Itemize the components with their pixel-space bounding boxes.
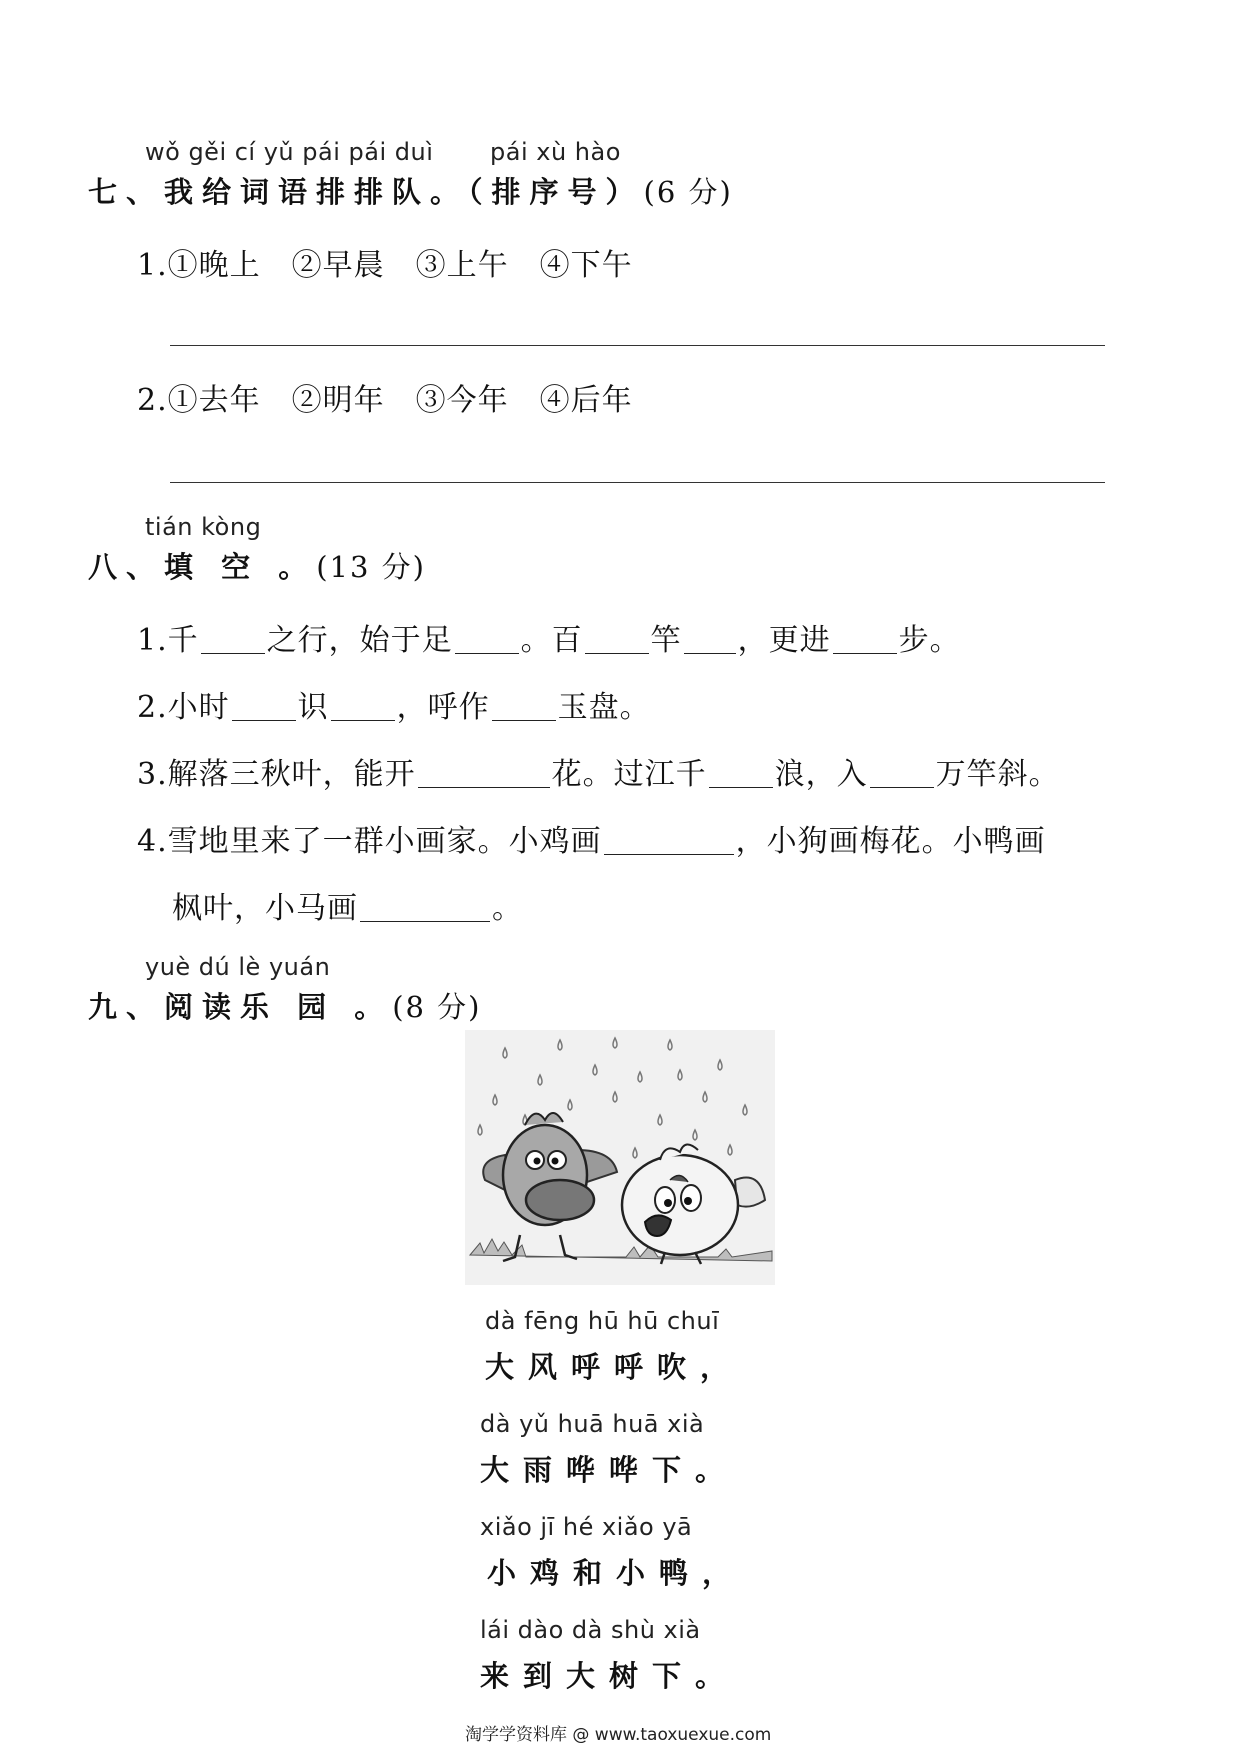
blank[interactable] <box>455 623 519 654</box>
fq1-text: 竿 <box>650 623 682 658</box>
blank[interactable] <box>201 623 265 654</box>
poem-line-3-pinyin: xiǎo jī hé xiǎo yā <box>480 1513 693 1541</box>
blank[interactable] <box>360 891 490 922</box>
section9-heading <box>88 985 482 1026</box>
fq4-text: 枫叶，小马画 <box>172 891 358 926</box>
blank[interactable] <box>709 757 773 788</box>
blank[interactable] <box>870 757 934 788</box>
q2-options: ①去年 ②明年 ③今年 ④后年 <box>167 383 633 418</box>
section7-score: (6 分) <box>643 175 733 209</box>
footer-watermark: 淘学学资料库 @ www.taoxuexue.com <box>465 1725 772 1745</box>
section8-title: 八、填 空 。 <box>88 550 317 584</box>
fq4-text: 雪地里来了一群小画家。小鸡画 <box>167 824 602 859</box>
blank[interactable] <box>418 757 550 788</box>
fq1-text: 步。 <box>898 623 961 658</box>
fq1-label: 1. <box>137 623 168 658</box>
poem-line-2-pinyin: dà yǔ huā huā xià <box>480 1410 705 1438</box>
blank[interactable] <box>585 623 649 654</box>
poem-line-3: 小鸡和小鸭， <box>487 1556 746 1590</box>
blank[interactable] <box>331 690 395 721</box>
section7-pinyin-b: pái xù hào <box>490 138 621 166</box>
blank[interactable] <box>604 824 734 855</box>
section7-question-2 <box>137 375 633 419</box>
blank[interactable] <box>833 623 897 654</box>
fq2-text: 玉盘。 <box>557 690 651 725</box>
duck-chick-rain-illustration <box>465 1030 775 1285</box>
q2-answer-line[interactable] <box>170 482 1105 483</box>
fq4-text: ，小狗画梅花。小鸭画 <box>735 824 1046 859</box>
fill-question-4-cont <box>172 883 523 927</box>
poem-line-4-pinyin: lái dào dà shù xià <box>480 1616 701 1644</box>
section9-pinyin: yuè dú lè yuán <box>145 953 331 981</box>
fq3-text: 万竿斜。 <box>935 757 1060 792</box>
q1-answer-line[interactable] <box>170 345 1105 346</box>
q2-label: 2. <box>137 383 168 418</box>
blank[interactable] <box>232 690 296 721</box>
fq1-text: 之行，始于足 <box>266 623 453 658</box>
fill-question-3 <box>137 749 1060 793</box>
section9-score: (8 分) <box>392 990 482 1024</box>
fill-question-1 <box>137 615 961 659</box>
poem-line-4: 来到大树下。 <box>480 1659 739 1693</box>
section7-heading <box>88 170 733 211</box>
fq1-text: 千 <box>167 623 199 658</box>
fq2-text: ，呼作 <box>396 690 490 725</box>
fq4-text: 。 <box>492 891 523 926</box>
section7-question-1 <box>137 240 633 284</box>
fq2-text: 识 <box>297 690 329 725</box>
fq3-text: 解落三秋叶，能开 <box>167 757 416 792</box>
section8-pinyin: tián kòng <box>145 513 262 541</box>
poem-line-1: 大风呼呼吹， <box>485 1350 744 1384</box>
blank[interactable] <box>492 690 556 721</box>
section8-heading <box>88 545 426 586</box>
blank[interactable] <box>684 623 736 654</box>
fq3-label: 3. <box>137 757 168 792</box>
section8-score: (13 分) <box>316 550 426 584</box>
section7-pinyin-a: wǒ gěi cí yǔ pái pái duì <box>145 138 434 166</box>
fq1-text: ，更进 <box>737 623 831 658</box>
fill-question-2 <box>137 682 651 726</box>
section9-title: 九、阅读乐 园 。 <box>88 990 393 1024</box>
fq1-text: 。百 <box>520 623 583 658</box>
q1-label: 1. <box>137 248 168 283</box>
poem-line-1-pinyin: dà fēng hū hū chuī <box>485 1307 720 1335</box>
fq2-text: 小时 <box>167 690 230 725</box>
section7-title: 七、我给词语排排队。（排序号） <box>88 175 644 209</box>
poem-line-2: 大雨哗哗下。 <box>480 1453 739 1487</box>
fq3-text: 浪，入 <box>774 757 868 792</box>
fq3-text: 花。过江千 <box>551 757 707 792</box>
fill-question-4 <box>137 816 1046 860</box>
fq2-label: 2. <box>137 690 168 725</box>
fq4-label: 4. <box>137 824 168 859</box>
q1-options: ①晚上 ②早晨 ③上午 ④下午 <box>167 248 633 283</box>
